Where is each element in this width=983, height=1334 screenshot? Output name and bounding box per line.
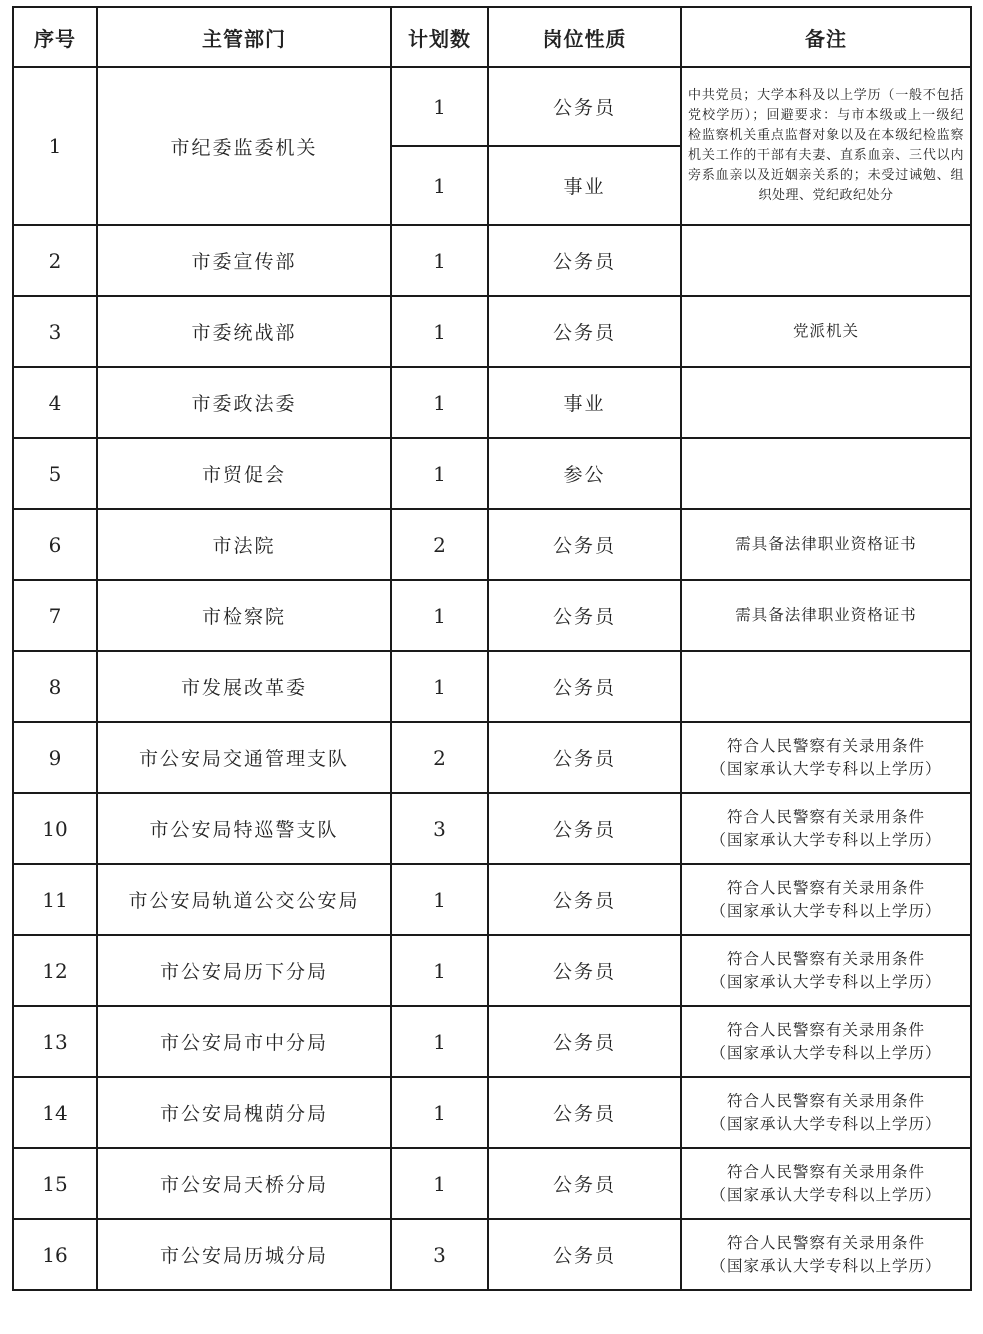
- row-remarks: [681, 1219, 971, 1290]
- header-serial-number: 序号: [13, 7, 97, 67]
- row-serial-number: 4: [13, 367, 97, 438]
- row-plan-count: 1: [391, 67, 488, 146]
- row-position-type: 公务员: [488, 296, 681, 367]
- row-serial-number: 5: [13, 438, 97, 509]
- row-plan-count: 3: [391, 793, 488, 864]
- row-plan-count: 1: [391, 864, 488, 935]
- row-plan-count: 1: [391, 146, 488, 225]
- row-remarks: [681, 864, 971, 935]
- row-position-type: 公务员: [488, 793, 681, 864]
- row-position-type: 参公: [488, 438, 681, 509]
- row-remarks: [681, 1077, 971, 1148]
- table-row: [13, 1219, 971, 1290]
- row-department: 市纪委监委机关: [97, 67, 391, 225]
- row-remarks: [681, 1148, 971, 1219]
- row-position-type: 公务员: [488, 722, 681, 793]
- row-serial-number: 12: [13, 935, 97, 1006]
- remarks-line: （国家承认大学专科以上学历）: [710, 972, 942, 991]
- row-plan-count: 1: [391, 367, 488, 438]
- row-department: 市公安局历下分局: [97, 935, 391, 1006]
- row-department: 市贸促会: [97, 438, 391, 509]
- remarks-line: 符合人民警察有关录用条件: [726, 949, 925, 968]
- remarks-line: 符合人民警察有关录用条件: [726, 1162, 925, 1181]
- row-serial-number: 6: [13, 509, 97, 580]
- table-row: [13, 67, 971, 146]
- row-department: 市委统战部: [97, 296, 391, 367]
- recruitment-plan-table: [12, 6, 972, 1291]
- remarks-line: 需具备法律职业资格证书: [735, 606, 917, 624]
- row-department: 市法院: [97, 509, 391, 580]
- row-serial-number: 7: [13, 580, 97, 651]
- row-position-type: 公务员: [488, 935, 681, 1006]
- row-plan-count: 2: [391, 509, 488, 580]
- table-row: [13, 367, 971, 438]
- row-department: 市委宣传部: [97, 225, 391, 296]
- table-header-row: [13, 7, 971, 67]
- table-row: [13, 1077, 971, 1148]
- row-serial-number: 13: [13, 1006, 97, 1077]
- table-row: [13, 722, 971, 793]
- table-row: [13, 651, 971, 722]
- row-position-type: 公务员: [488, 1077, 681, 1148]
- row-position-type: 事业: [488, 367, 681, 438]
- remarks-line: 符合人民警察有关录用条件: [726, 1091, 925, 1110]
- row-remarks: [681, 509, 971, 580]
- remarks-line: （国家承认大学专科以上学历）: [710, 1043, 942, 1062]
- row-department: 市发展改革委: [97, 651, 391, 722]
- row-plan-count: 1: [391, 580, 488, 651]
- row-plan-count: 3: [391, 1219, 488, 1290]
- row-plan-count: 1: [391, 935, 488, 1006]
- row-serial-number: 11: [13, 864, 97, 935]
- remarks-line: 符合人民警察有关录用条件: [726, 736, 925, 755]
- row-position-type: 公务员: [488, 651, 681, 722]
- row-department: 市公安局槐荫分局: [97, 1077, 391, 1148]
- remarks-line: （国家承认大学专科以上学历）: [710, 1185, 942, 1204]
- row-department: 市公安局交通管理支队: [97, 722, 391, 793]
- table-row: [13, 793, 971, 864]
- table-row: [13, 935, 971, 1006]
- row-remarks: [681, 651, 971, 722]
- row-department: 市公安局市中分局: [97, 1006, 391, 1077]
- header-plan-count: 计划数: [391, 7, 488, 67]
- remarks-line: （国家承认大学专科以上学历）: [710, 901, 942, 920]
- remarks-line: 符合人民警察有关录用条件: [726, 807, 925, 826]
- row-remarks: [681, 580, 971, 651]
- row-department: 市检察院: [97, 580, 391, 651]
- remarks-line: （国家承认大学专科以上学历）: [710, 1114, 942, 1133]
- row-remarks: [681, 225, 971, 296]
- row-plan-count: 2: [391, 722, 488, 793]
- remarks-line: 符合人民警察有关录用条件: [726, 878, 925, 897]
- row-position-type: 公务员: [488, 864, 681, 935]
- table-row: [13, 864, 971, 935]
- table-row: [13, 580, 971, 651]
- row-plan-count: 1: [391, 1006, 488, 1077]
- row-department: 市委政法委: [97, 367, 391, 438]
- table-row: [13, 438, 971, 509]
- row-remarks: [681, 296, 971, 367]
- row-serial-number: 15: [13, 1148, 97, 1219]
- row-serial-number: 2: [13, 225, 97, 296]
- row-position-type: 公务员: [488, 225, 681, 296]
- row-department: 市公安局特巡警支队: [97, 793, 391, 864]
- header-position-type: 岗位性质: [488, 7, 681, 67]
- row-position-type: 公务员: [488, 1006, 681, 1077]
- recruitment-plan-document: [12, 6, 972, 1291]
- row-position-type: 公务员: [488, 580, 681, 651]
- remarks-line: （国家承认大学专科以上学历）: [710, 830, 942, 849]
- row-plan-count: 1: [391, 651, 488, 722]
- row-position-type: 公务员: [488, 67, 681, 146]
- row-department: 市公安局历城分局: [97, 1219, 391, 1290]
- row-serial-number: 16: [13, 1219, 97, 1290]
- row-remarks: [681, 367, 971, 438]
- remarks-line: 符合人民警察有关录用条件: [726, 1020, 925, 1039]
- row-department: 市公安局轨道公交公安局: [97, 864, 391, 935]
- row-plan-count: 1: [391, 225, 488, 296]
- remarks-line: 党派机关: [792, 322, 859, 340]
- remarks-line: （国家承认大学专科以上学历）: [710, 759, 942, 778]
- table-row: [13, 1148, 971, 1219]
- row-serial-number: 8: [13, 651, 97, 722]
- row-position-type: 公务员: [488, 1148, 681, 1219]
- remarks-line: （国家承认大学专科以上学历）: [710, 1256, 942, 1275]
- row-remarks: 中共党员；大学本科及以上学历（一般不包括党校学历）；回避要求：与市本级或上一级纪检监察机关重点监督对象以及在本级纪检监察机关工作的干部有夫妻、直系血亲、三代以内旁系血亲以及近姻亲关系的；未受过诫勉、组织处理、党纪政纪处分: [681, 67, 971, 225]
- remarks-line: 符合人民警察有关录用条件: [726, 1233, 925, 1252]
- table-row: [13, 225, 971, 296]
- row-remarks: [681, 793, 971, 864]
- row-serial-number: 1: [13, 67, 97, 225]
- table-row: [13, 1006, 971, 1077]
- row-position-type: 事业: [488, 146, 681, 225]
- row-department: 市公安局天桥分局: [97, 1148, 391, 1219]
- header-department: 主管部门: [97, 7, 391, 67]
- row-plan-count: 1: [391, 1148, 488, 1219]
- row-remarks: [681, 935, 971, 1006]
- header-remarks: 备注: [681, 7, 971, 67]
- row-remarks: [681, 722, 971, 793]
- row-serial-number: 9: [13, 722, 97, 793]
- row-plan-count: 1: [391, 296, 488, 367]
- row-plan-count: 1: [391, 1077, 488, 1148]
- row-serial-number: 3: [13, 296, 97, 367]
- row-position-type: 公务员: [488, 1219, 681, 1290]
- row-plan-count: 1: [391, 438, 488, 509]
- table-row: [13, 509, 971, 580]
- table-row: [13, 296, 971, 367]
- row-remarks: [681, 438, 971, 509]
- row-serial-number: 10: [13, 793, 97, 864]
- row-serial-number: 14: [13, 1077, 97, 1148]
- row-position-type: 公务员: [488, 509, 681, 580]
- remarks-line: 需具备法律职业资格证书: [735, 535, 917, 553]
- row-remarks: [681, 1006, 971, 1077]
